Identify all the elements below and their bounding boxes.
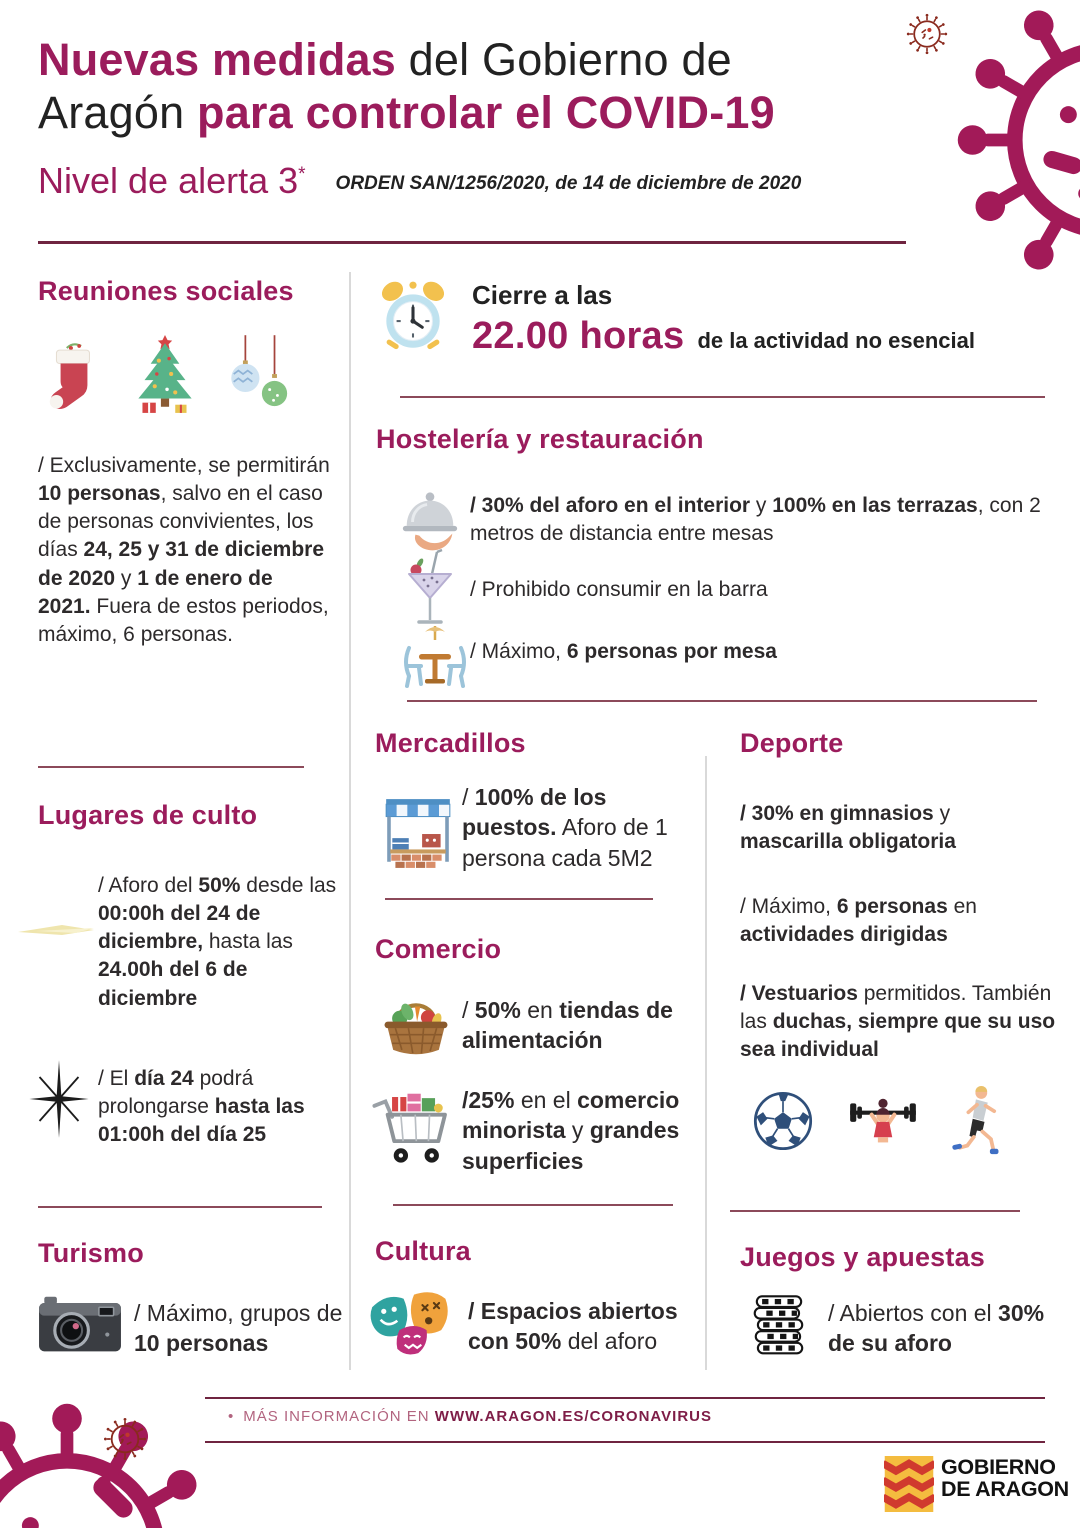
footer-url: WWW.ARAGON.ES/CORONAVIRUS bbox=[434, 1408, 712, 1425]
mercadillos-text: / 100% de los puestos. Aforo de 1 persona cada 5M2 bbox=[462, 784, 668, 871]
camera-icon bbox=[38, 1292, 122, 1354]
footer-info-label: MÁS INFORMACIÓN EN bbox=[243, 1408, 435, 1425]
christmas-tree-icon bbox=[128, 333, 202, 417]
divider bbox=[38, 1206, 322, 1208]
reuniones-text: / Exclusivamente, se permitirán 10 personas, salvo en el caso de personas convivientes, los días 24, 25 y 31 de diciembre de 2020 y 1 de enero de 2021. Fuera de estos periodos, máximo, 6 personas. bbox=[38, 454, 330, 646]
soccer-ball-icon bbox=[752, 1090, 814, 1152]
closing-lead: Cierre a las bbox=[472, 280, 613, 310]
food-basket-icon bbox=[378, 990, 454, 1062]
terrace-table-icon bbox=[392, 620, 478, 698]
alert-level: Nivel de alerta 3* bbox=[38, 160, 306, 201]
stocking-icon bbox=[42, 341, 106, 417]
page-title bbox=[38, 34, 938, 139]
serving-dish-icon bbox=[398, 487, 462, 557]
theater-masks-icon bbox=[366, 1288, 460, 1366]
divider bbox=[393, 1204, 673, 1206]
closing-time-block bbox=[472, 280, 1062, 358]
section-title-culto: Lugares de culto bbox=[38, 800, 258, 830]
section-title-cultura: Cultura bbox=[375, 1236, 471, 1266]
comercio-item-2: /25% en el comercio minorista y grandes superficies bbox=[462, 1087, 680, 1174]
order-reference: ORDEN SAN/1256/2020, de 14 de diciembre de 2020 bbox=[335, 173, 802, 194]
logo-line-2: DE ARAGON bbox=[941, 1477, 1069, 1502]
logo-text bbox=[941, 1456, 1069, 1501]
footer-rule-bottom bbox=[205, 1441, 1045, 1443]
section-title-mercadillos: Mercadillos bbox=[375, 728, 526, 758]
culto-item-1: / Aforo del 50% desde las 00:00h del 24 de diciembre, hasta las 24.00h del 6 de diciembre bbox=[98, 874, 337, 1010]
hosteleria-item-3: / Máximo, 6 personas por mesa bbox=[470, 640, 777, 663]
turismo-text: / Máximo, grupos de 10 personas bbox=[134, 1300, 343, 1357]
culto-item-2: / El día 24 podrá prolongarse hasta las 01:00h del día 25 bbox=[98, 1067, 305, 1147]
closing-time: 22.00 horas bbox=[472, 315, 685, 357]
weightlifting-icon bbox=[842, 1088, 924, 1164]
small-virus-bottom-icon bbox=[100, 1414, 150, 1464]
section-title-deporte: Deporte bbox=[740, 728, 844, 758]
title-plain-1: del Gobierno de bbox=[395, 34, 732, 85]
section-title-reuniones: Reuniones sociales bbox=[38, 276, 294, 306]
deporte-item-1: / 30% en gimnasios y mascarilla obligatoria bbox=[740, 802, 956, 854]
juegos-text: / Abiertos con el 30% de su aforo bbox=[828, 1300, 1045, 1357]
bethlehem-star-icon bbox=[26, 1052, 92, 1146]
alert-level-asterisk: * bbox=[298, 164, 306, 185]
shooting-star-icon bbox=[16, 918, 96, 944]
title-plain-2: Aragón bbox=[38, 86, 198, 138]
section-title-juegos: Juegos y apuestas bbox=[740, 1242, 986, 1272]
comercio-item-1: / 50% en tiendas de alimentación bbox=[462, 997, 673, 1054]
subtitle-row bbox=[38, 160, 801, 202]
large-virus-icon bbox=[950, 0, 1080, 295]
aragon-flag-icon bbox=[884, 1456, 934, 1512]
divider bbox=[38, 766, 304, 768]
cultura-text: / Espacios abiertos con 50% del aforo bbox=[468, 1298, 678, 1355]
market-stall-icon bbox=[383, 795, 453, 871]
divider bbox=[400, 396, 1045, 398]
divider bbox=[730, 1210, 1020, 1212]
footer-info bbox=[228, 1408, 712, 1425]
gobierno-aragon-logo bbox=[884, 1456, 1069, 1512]
divider bbox=[385, 898, 653, 900]
column-divider-left bbox=[349, 272, 351, 1370]
ornaments-icon bbox=[224, 335, 292, 417]
divider bbox=[407, 700, 1037, 702]
runner-icon bbox=[948, 1082, 1006, 1164]
title-accent-1: Nuevas medidas bbox=[38, 34, 396, 85]
hosteleria-item-1: / 30% del aforo en el interior y 100% en las terrazas, con 2 metros de distancia entre mesas bbox=[470, 494, 1041, 546]
small-virus-icon bbox=[903, 10, 951, 58]
title-accent-2: para controlar el COVID-19 bbox=[197, 86, 775, 138]
deporte-item-3: / Vestuarios permitidos. También las duchas, siempre que su uso sea individual bbox=[740, 982, 1056, 1062]
hosteleria-item-2: / Prohibido consumir en la barra bbox=[470, 578, 768, 601]
alarm-clock-icon bbox=[376, 278, 450, 358]
christmas-icons-row bbox=[42, 333, 292, 417]
footer-rule-top bbox=[205, 1397, 1045, 1399]
poker-chips-icon bbox=[748, 1290, 810, 1366]
footer-bullet: • bbox=[228, 1408, 235, 1425]
section-title-comercio: Comercio bbox=[375, 934, 502, 964]
logo-line-1: GOBIERNO bbox=[941, 1455, 1056, 1479]
section-title-hosteleria: Hostelería y restauración bbox=[376, 424, 704, 454]
shopping-cart-icon bbox=[370, 1088, 456, 1170]
deporte-item-2: / Máximo, 6 personas en actividades dirigidas bbox=[740, 895, 977, 947]
section-title-turismo: Turismo bbox=[38, 1238, 144, 1268]
closing-tail: de la actividad no esencial bbox=[697, 328, 975, 353]
header-rule bbox=[38, 241, 906, 244]
